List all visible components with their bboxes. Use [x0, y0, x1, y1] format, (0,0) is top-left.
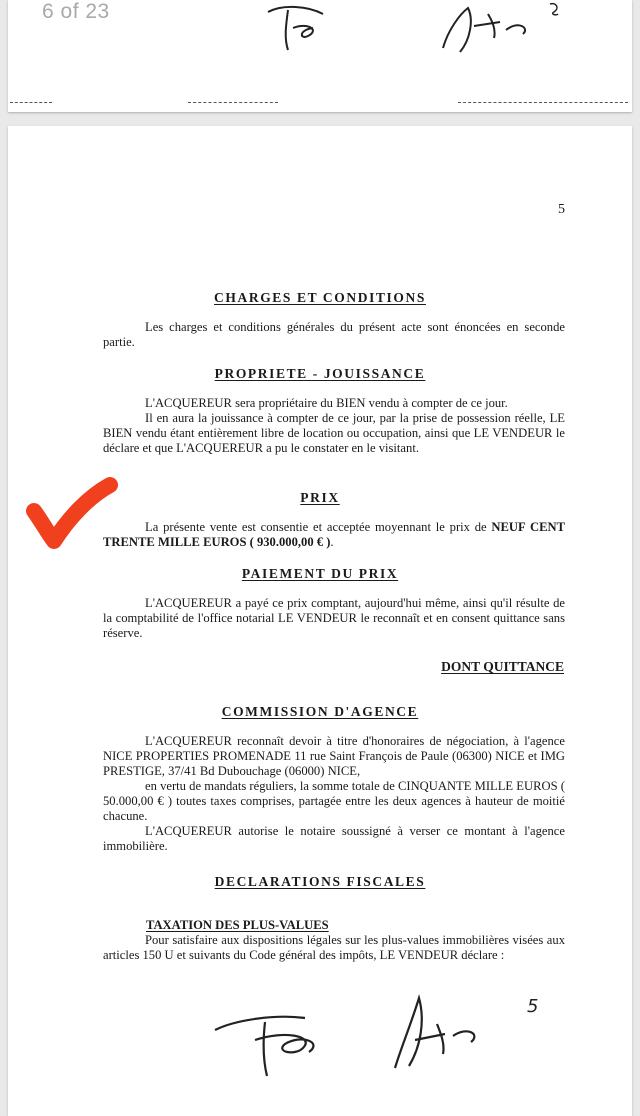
section-title-commission: COMMISSION D'AGENCE	[221, 704, 419, 719]
subtitle-plus-values: TAXATION DES PLUS-VALUES	[146, 918, 329, 932]
dont-quittance: DONT QUITTANCE	[441, 659, 564, 674]
page-number: 5	[558, 202, 565, 217]
signature-image	[205, 990, 565, 1090]
footer-rule-left	[10, 102, 52, 103]
initials-mark: 5	[527, 996, 539, 1017]
paragraph-prix: La présente vente est consentie et acceptée moyennant le prix de NEUF CENT TRENTE MILLE EUROS ( 930.000,00 € ).	[103, 520, 566, 549]
checkmark-icon	[20, 475, 120, 555]
section-title-prix: PRIX	[300, 490, 340, 505]
section-title-propriete: PROPRIETE - JOUISSANCE	[214, 366, 426, 381]
paragraph-charges: Les charges et conditions générales du présent acte sont énoncées en seconde partie.	[103, 320, 565, 349]
page-counter: 6 of 23	[42, 0, 110, 23]
paragraph-commission: L'ACQUEREUR reconnaît devoir à titre d'honoraires de négociation, à l'agence NICE PROPERTIES PROMENADE 11 rue Saint François de Paule (06300) NICE et IMG PRESTIGE, 37/41 Bd Dubouchage (06000) NICE, en vertu de mandats réguliers, la somme totale de CINQUANTE MILLE EUROS ( 50.000,00 € ) toutes taxes comprises, partagée entre les deux agences à hauteur de moitié chacune. L'ACQUEREUR autorise le notaire soussigné à verser ce montant à l'agence immobilière.	[103, 734, 565, 853]
paragraph-paiement: L'ACQUEREUR a payé ce prix comptant, aujourd'hui même, ainsi qu'il résulte de la comptabilité de l'office notarial LE VENDEUR le reconnaît et en consent quittance sans réserve.	[103, 596, 565, 640]
footer-rule-right	[458, 102, 628, 103]
document-page	[8, 126, 632, 1116]
paragraph-propriete: L'ACQUEREUR sera propriétaire du BIEN vendu à compter de ce jour. Il en aura la jouissance à compter de ce jour, par la prise de possession réelle, LE BIEN vendu étant entièrement libre de location ou occupation, ainsi que LE VENDEUR le déclare et que L'ACQUEREUR a pu le constater en le visitant.	[103, 396, 565, 455]
section-title-paiement: PAIEMENT DU PRIX	[241, 566, 399, 581]
section-title-charges: CHARGES ET CONDITIONS	[214, 290, 426, 305]
footer-rule-mid	[188, 102, 278, 103]
paragraph-declarations: Pour satisfaire aux dispositions légales sur les plus-values immobilières visées aux articles 150 U et suivants du Code général des impôts, LE VENDEUR déclare :	[103, 933, 565, 962]
section-title-declarations: DECLARATIONS FISCALES	[214, 874, 426, 889]
previous-page-signature	[238, 0, 578, 60]
